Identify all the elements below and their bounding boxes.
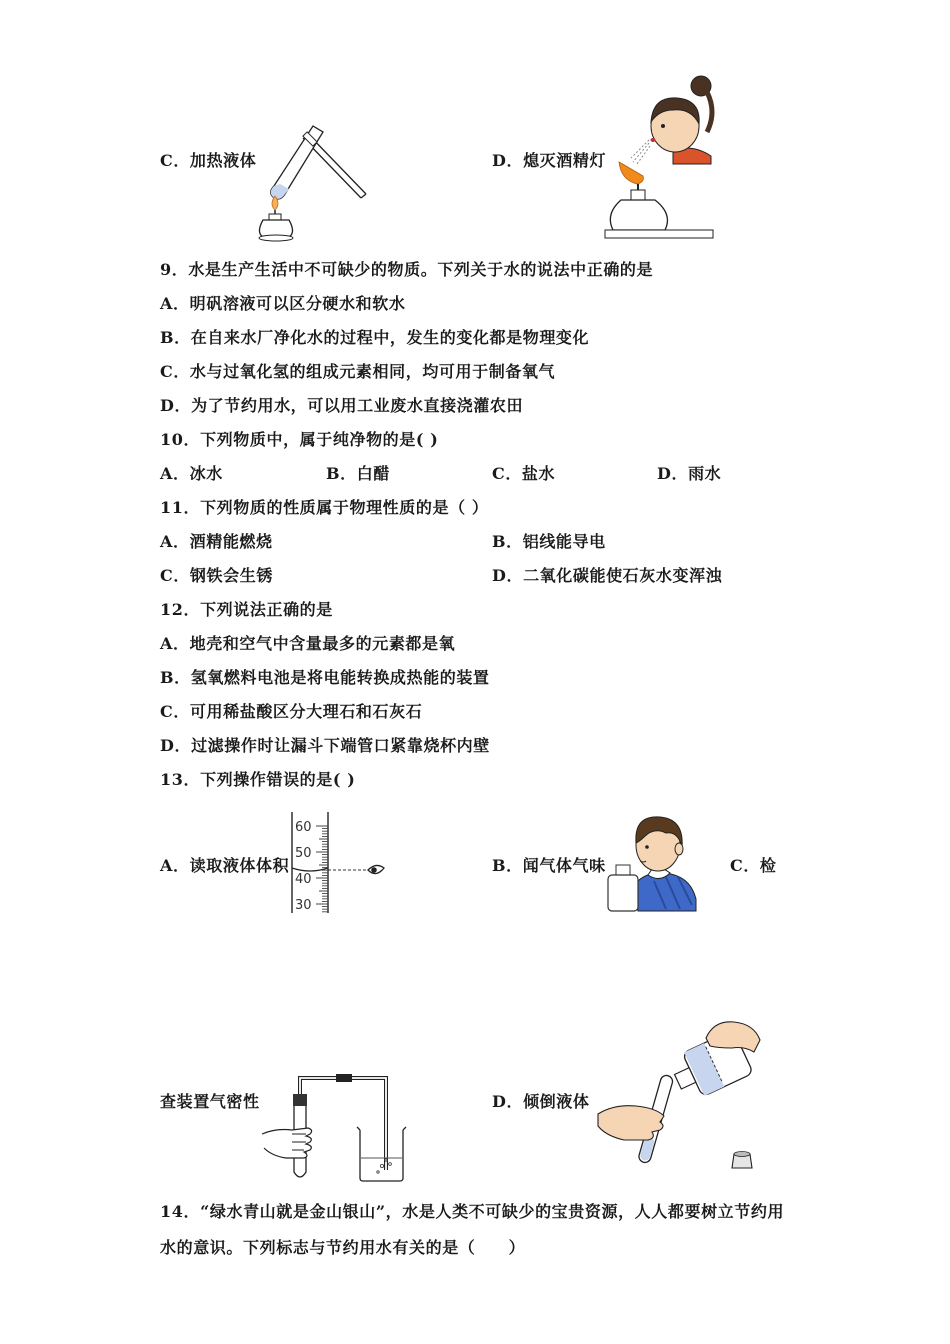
q13-option-d: D．倾倒液体: [492, 1092, 590, 1111]
q9-stem: 9．水是生产生活中不可缺少的物质。下列关于水的说法中正确的是: [160, 260, 654, 279]
q14-line-1: 14．“绿水青山就是金山银山”，水是人类不可缺少的宝贵资源，人人都要树立节约用: [160, 1202, 785, 1221]
lamp-neck: [631, 190, 645, 200]
breath-lines: [631, 140, 650, 164]
boy-eye: [645, 845, 649, 849]
hair-tail: [707, 92, 712, 132]
q13-option-a: A．读取液体体积: [160, 856, 290, 875]
q9-option-d: D．为了节约用水，可以用工业废水直接浇灌农田: [160, 396, 524, 415]
glass-tube: [300, 1078, 386, 1170]
q13-option-b: B．闻气体气味: [492, 856, 606, 875]
q11-option-d: D．二氧化碳能使石灰水变浑浊: [492, 566, 723, 585]
q10-option-c: C．盐水: [492, 464, 556, 483]
q9-option-a: A．明矾溶液可以区分硬水和软水: [160, 294, 406, 313]
q10-option-b: B．白醋: [326, 464, 390, 483]
gas-bottle: [608, 875, 638, 911]
q11-option-c: C．钢铁会生锈: [160, 566, 273, 585]
q11-stem: 11．下列物质的性质属于物理性质的是（ ）: [160, 498, 489, 517]
lamp-neck: [269, 214, 281, 220]
girl-mouth: [651, 138, 656, 142]
lamp-base: [259, 235, 293, 241]
airtightness-check-illustration: [260, 1072, 408, 1184]
cylinder-scale-40: 40: [295, 872, 312, 887]
smelling-gas-illustration: [604, 803, 699, 913]
lamp-base: [605, 230, 713, 238]
q9-option-b: B．在自来水厂净化水的过程中，发生的变化都是物理变化: [160, 328, 590, 347]
hand: [262, 1128, 312, 1158]
cylinder-scale-50: 50: [295, 846, 312, 861]
pouring-liquid-illustration: [594, 1018, 764, 1173]
q13-option-c-end: 查装置气密性: [160, 1092, 260, 1111]
q9-option-c: C．水与过氧化氢的组成元素相同，均可用于制备氧气: [160, 362, 556, 381]
rubber-connector: [336, 1074, 352, 1082]
lamp-flame: [619, 162, 643, 184]
q14-line-2: 水的意识。下列标志与节约用水有关的是（ ）: [160, 1238, 526, 1257]
q12-option-d: D．过滤操作时让漏斗下端管口紧靠烧杯内壁: [160, 736, 490, 755]
graduated-cylinder-illustration: [288, 812, 388, 914]
alcohol-lamp: [610, 200, 667, 230]
heating-liquid-illustration: [253, 124, 368, 242]
q10-option-a: A．冰水: [160, 464, 223, 483]
q10-stem: 10．下列物质中，属于纯净物的是( ): [160, 430, 439, 449]
extinguish-lamp-illustration: [603, 72, 718, 242]
q13-option-c-start: C．检: [730, 856, 777, 875]
q13-stem: 13．下列操作错误的是( ): [160, 770, 356, 789]
q12-stem: 12．下列说法正确的是: [160, 600, 333, 619]
bottle-neck: [616, 865, 630, 875]
cylinder-scale-60: 60: [295, 820, 312, 835]
q11-option-b: B．铝线能导电: [492, 532, 606, 551]
cylinder-scale-30: 30: [295, 898, 312, 913]
rubber-stopper: [293, 1094, 307, 1106]
girl-eye: [661, 124, 665, 128]
q12-option-b: B．氢氧燃料电池是将电能转换成热能的装置: [160, 668, 490, 687]
q8-option-d: D．熄灭酒精灯: [492, 151, 607, 170]
q12-option-c: C．可用稀盐酸区分大理石和石灰石: [160, 702, 423, 721]
eye-icon: [368, 865, 384, 873]
q12-option-a: A．地壳和空气中含量最多的元素都是氧: [160, 634, 456, 653]
q8-option-c: C．加热液体: [160, 151, 257, 170]
boy-ear: [675, 843, 683, 855]
beaker: [357, 1127, 406, 1181]
q10-option-d: D．雨水: [657, 464, 722, 483]
q11-option-a: A．酒精能燃烧: [160, 532, 273, 551]
